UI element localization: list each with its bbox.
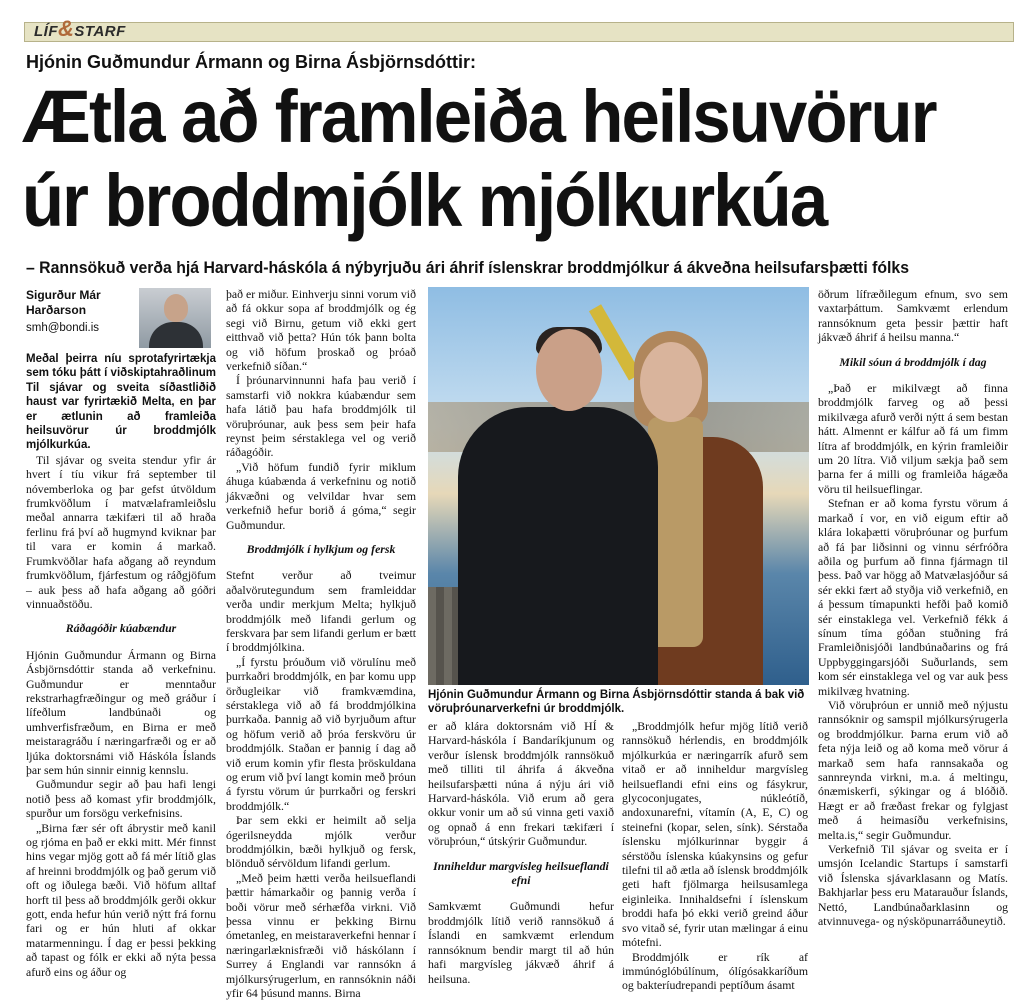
paragraph: er að klára doktorsnám við HÍ & Harvard-háskóla í Bandaríkjunum og verður íslensk broddmjólk rannsökuð með tilliti til áhrifa á ákveðna heilsufarsþætti núna á nýju ári við Harvard-háskóla. Við erum að gera okkur vonir um að sú vinna geti vaxið og opnað á enn frekari tækifæri í vöruþróun,“ útskýrir Guðmundur.	[428, 719, 614, 849]
section-label-left: LÍF	[34, 23, 58, 40]
paragraph: „Birna fær sér oft ábrystir með kanil og rjóma en það er ekki mitt. Mér finnst hins vegar mjög gott að fá mér lítið glas af hreinni broddmjólk og það gerum við oft og iðulega bæði. Við höfum alltaf horft til þess að broddmjólk gerði okkur gott, enda hefur hún verið nýtt frá fornu fari og er hún hluti af okkar matarmenningu. Í dag er þessi þekking að tapast og fólk er ekki að nýta þessa afurð eins og áður og	[26, 820, 216, 979]
avatar-head	[164, 294, 188, 322]
paragraph: Þar sem ekki er heimilt að selja ógerilsneydda mjólk verður broddmjólkin, bæði hylkjuð og fersk, blönduð sérvöldum lifandi gerlum.	[226, 813, 416, 871]
subheading: Ráðagóðir kúabændur	[65, 621, 177, 636]
subheading: Broddmjólk í hylkjum og fersk	[246, 541, 396, 556]
paragraph: „Í fyrstu þróuðum við vörulínu með þurrkaðri broddmjólk, en þar komu upp örðugleikar við framkvæmdina, sérstaklega við að fá broddmjólkina þurrkaða. Þannig að við byrjuðum aftur og höfum verið að þróa ferskvöru úr broddmjólk. Staðan er þannig í dag að við erum komin yfir flesta þröskuldana og erum við því langt komin með þróun á fyrstu vörum úr þurrkaðri og ferskri broddmjólk.“	[226, 654, 416, 813]
byline-name	[26, 288, 136, 318]
paragraph: Samkvæmt Guðmundi hefur broddmjólk lítið verið rannsökuð á Íslandi en samkvæmt erlendum rannsóknum bendir margt til að hún hafi margvísleg jákvæð áhrif á heilsuna.	[428, 899, 614, 986]
photo-man-head	[536, 329, 602, 411]
paragraph: „Það er mikilvægt að finna broddmjólk farveg og að þessi mikilvæga afurð verði nýtt á sem bestan hátt. Almennt er kálfur að fá um fimm lítra af broddmjólk, en kýrin framleiðir um 20 lítra. Við viljum sækja það sem þarna fer á milli og framleiða hágæða vöru til heilsueflingar.	[818, 381, 1008, 496]
paragraph: „Broddmjólk hefur mjög lítið verið rannsökuð hérlendis, en broddmjólk mjólkurkúa er næringarrík afurð sem vitað er að inniheldur margvísleg heilsueflandi efni eins og fásykrur, glycoconjugates, núkleótíð, andoxunarefni, vítamín (A, E, C) og steinefni (kopar, selen, sínk). Sérstaða íslensku mjólkurinnar byggir á sérstöðu íslenska kúakynsins og gefur tilefni til að ætla að íslensk broddmjólk geti haft fjölmarga heilsusamlega eiginleika. Innihaldsefni í íslenskum broddi hafa þó ekki verið greind áður svo vitað sé, fyrir utan mælingar á einu mótefni.	[622, 719, 808, 950]
paragraph: Í þróunarvinnunni hafa þau verið í samstarfi við nokkra kúabændur sem hafa látið þau hafa broddmjólk til vöruþróunar, auk þess sem þeir hafa reynst þeim sérstaklega vel og verið ráðagóðir.	[226, 373, 416, 460]
avatar-body	[149, 322, 203, 348]
byline	[26, 288, 216, 348]
headline	[22, 75, 943, 243]
paragraph: Hjónin Guðmundur Ármann og Birna Ásbjörnsdóttir standa að verkefninu. Guðmundur er menntaður rekstrarhagfræðingur og með gráður í lífeðlum landbúnaði og umhverfisfræðum, en Birna er með meistaragráðu í næringarfræði og er að ljúka doktorsnámi við Háskóla Íslands þar sem hún sinnir einnig kennslu.	[26, 647, 216, 777]
paragraph: Við vöruþróun er unnið með nýjustu rannsóknir og samspil mjólkursýrugerla og broddmjólkur. Þarna erum við að feta nýja leið og að koma með vörur á markað sem hafa rannsakaða og sannreynda virkni, m.a. á meltingu, ónæmiskerfi, sýkingar og á blóðið. Hægt er að fræðast frekar og fylgjast með á heimasíðu verkefnisins, melta.is,“ segir Guðmundur.	[818, 697, 1008, 842]
author-avatar	[139, 288, 211, 348]
paragraph: það er miður. Einhverju sinni vorum við að fá okkur sopa af broddmjólk og ég segi við Birnu, getum við ekki gert eitthvað við þetta? Hún tók þann bolta og við höfum þroskað og þróað verkefnið síðan.“	[226, 287, 416, 374]
column-1	[26, 352, 216, 979]
section-label-right: STARF	[74, 23, 126, 40]
paragraph: Broddmjólk er rík af immúnóglóbúlínum, ólígósakkaríðum og bakteríudrepandi peptíðum ásamt	[622, 949, 808, 993]
section-bar	[24, 22, 1014, 42]
paragraph: „Með þeim hætti verða heilsueflandi þættir hámarkaðir og þannig verða í boði vörur með sérhæfða virkni. Við þessa vinnu er þekking Birnu ómetanleg, en meistaraverkefni hennar í næringarlæknisfræði við háskólann í Surrey á Englandi var rannsókn á mjólkursýrugerlum, en rannsóknin náði yfir 64 þúsund manns. Birna	[226, 870, 416, 1001]
paragraph: öðrum lífræðilegum efnum, svo sem vaxtarþáttum. Samkvæmt erlendum rannsóknum geta þessir þættir haft jákvæð áhrif á heilsu manna.“	[818, 287, 1008, 345]
article-photo	[428, 287, 809, 685]
subheading: Inniheldur margvísleg heilsueflandi efni	[433, 858, 609, 888]
photo-caption: Hjónin Guðmundur Ármann og Birna Ásbjörnsdóttir standa á bak við vöruþróunarverkefni úr broddmjólk.	[428, 689, 805, 715]
deck: – Rannsökuð verða hjá Harvard-háskóla á nýbyrjuðu ári áhrif íslenskrar broddmjólkur á ákveðna heilsufarsþætti fólks	[26, 258, 910, 277]
headline-line-1: Ætla að framleiða heilsuvörur	[22, 75, 936, 158]
section-label-amp: &	[58, 16, 75, 41]
column-2	[226, 287, 416, 1001]
paragraph: Guðmundur segir að þau hafi lengi notið þess að komast yfir broddmjólk, spurður um forsögu verkefnisins.	[26, 777, 216, 821]
column-5	[818, 287, 1008, 928]
paragraph: Til sjávar og sveita stendur yfir ár hvert í tíu vikur frá september til nóvemberloka og þar gefst útvöldum frumkvöðlum í matvælaframleiðslu meðal annarra tækifæri til að hraða ferlinu frá því að hugmynd kviknar þar til vara er komin á markað. Frumkvöðlar hafa aðgang að reyndum frumkvöðlum, fjárfestum og ráðgjöfum – auk þess að hafa aðgang að góðri vinnuaðstöðu.	[26, 452, 216, 611]
headline-line-2: úr broddmjólk mjólkurkúa	[22, 159, 827, 242]
byline-name-line-2: Harðarson	[26, 303, 87, 317]
byline-email: smh@bondi.is	[26, 322, 100, 334]
column-3	[428, 719, 614, 986]
section-label	[34, 16, 126, 42]
paragraph: „Við höfum fundið fyrir miklum áhuga kúabænda á verkefninu og notið jákvæðni og velvildar hvar sem verkefnið hefur borið á góma,“ segir Guðmundur.	[226, 459, 416, 532]
kicker: Hjónin Guðmundur Ármann og Birna Ásbjörnsdóttir:	[26, 52, 476, 72]
paragraph: Verkefnið Til sjávar og sveita er í umsjón Icelandic Startups í samstarfi við Íslenska sjávarklasann og Matís. Bakhjarlar þess eru Matarauður Íslands, Nettó, Landbúnaðarklasinn og atvinnuvega- og nýsköpunarráðuneytið.	[818, 842, 1008, 929]
paragraph: Stefnan er að koma fyrstu vörum á markað í vor, en við eigum eftir að klára lokaþætti vöruþróunar og þurfum að fá þar liðsinni og vinnu sérfróðra aðila og þurfum að finna fjármagn til þess. Það var högg að Matvælasjóður sá sér ekki fært að styðja við verkefnið, en á þessum tímapunkti hefði það komið sér einstaklega vel. Verkefnið fékk á sínum tíma góðan stuðning frá Framleiðnisjóði landbúnaðarins og frá Uppbyggingarsjóði Suðurlands, sem kom sér einstaklega vel og var auk þess mikilvæg hvatning.	[818, 496, 1008, 698]
photo-man-body	[458, 407, 658, 685]
byline-name-line-1: Sigurður Már	[26, 288, 101, 302]
photo-woman-head	[640, 342, 702, 422]
column-4	[622, 719, 808, 993]
lead-paragraph: Meðal þeirra níu sprotafyrirtækja sem tóku þátt í viðskiptahraðlinum Til sjávar og sveita síðastliðið haust var fyrirtækið Melta, en þar er ætlunin að framleiða heilsuvörur úr broddmjólk mjólkurkúa.	[26, 353, 216, 452]
paragraph: Stefnt verður að tveimur aðalvörutegundum sem framleiddar verða undir merkjum Melta; hylkjuð broddmjólk með lifandi gerlum og ferskvara þar sem lifandi gerlum er bætt í broddmjólkina.	[226, 568, 416, 655]
subheading: Mikil sóun á broddmjólk í dag	[839, 354, 987, 369]
